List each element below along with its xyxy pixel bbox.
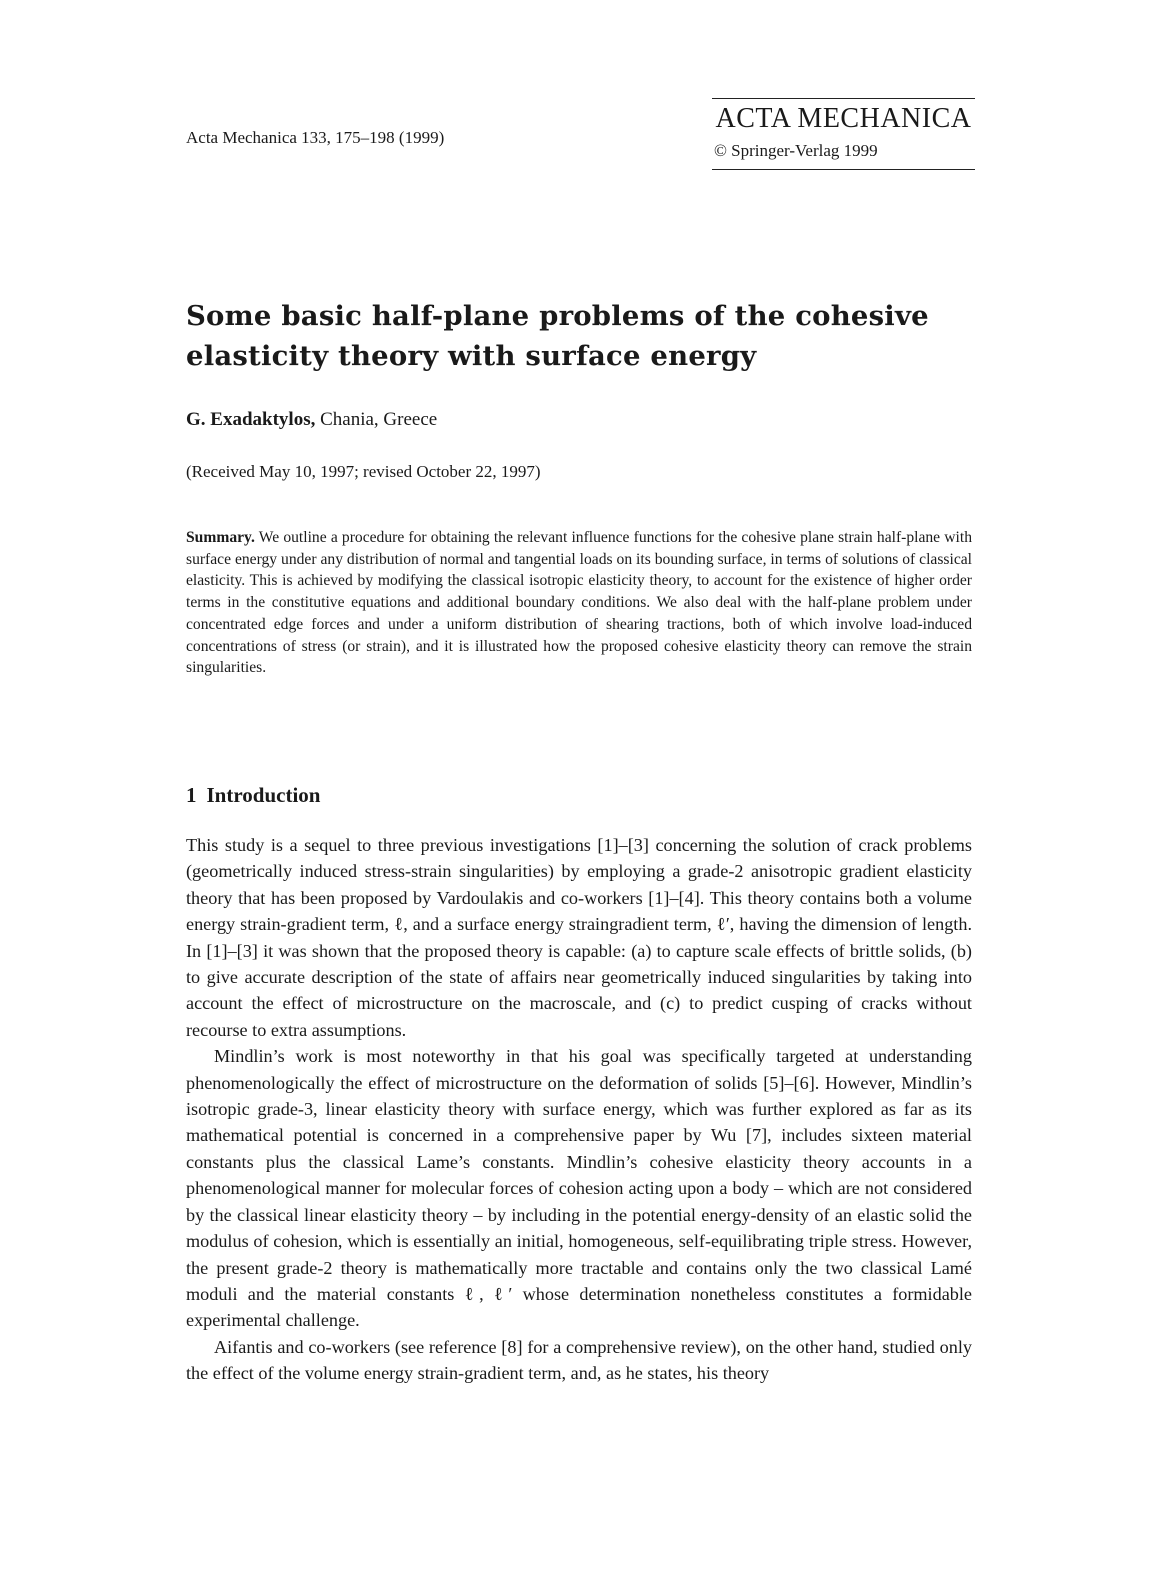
article-title: Some basic half-plane problems of the cohesive elasticity theory with surface energy bbox=[186, 300, 929, 372]
author-affiliation: Chania, Greece bbox=[315, 409, 438, 430]
masthead-bottom-rule bbox=[712, 169, 975, 170]
body-paragraph: Mindlin’s work is most noteworthy in that his goal was specifically targeted at understanding phenomenologically the effect of microstructure on the deformation of solids [5]–[6]. However, Mindlin’s isotropic grade-3, linear elasticity theory with surface energy, which was further explored as far as its mathematical potential is concerned in a comprehensive paper by Wu [7], includes sixteen material constants plus the classical Lame’s constants. Mindlin’s cohesive elasticity theory accounts in a phenomenological manner for molecular forces of cohesion acting upon a body – which are not considered by the classical linear elasticity theory – by including in the potential energy-density of an elastic solid the modulus of cohesion, which is essentially an initial, homogeneous, self-equilibrating triple stress. However, the present grade-2 theory is mathematically more tractable and contains only the two classical Lamé moduli and the material constants ℓ, ℓ′ whose determination nonetheless constitutes a formidable experimental challenge. bbox=[186, 1046, 972, 1331]
body-paragraph: Aifantis and co-workers (see reference [8] for a comprehensive review), on the other hand, studied only the effect of the volume energy strain-gradient term, and, as he states, his theory bbox=[186, 1336, 972, 1384]
summary-abstract bbox=[186, 527, 972, 679]
copyright-notice: © Springer-Verlag 1999 bbox=[714, 141, 878, 160]
section-heading bbox=[186, 783, 320, 808]
received-dates: (Received May 10, 1997; revised October 22, 1997) bbox=[186, 462, 541, 481]
masthead-top-rule bbox=[712, 98, 975, 99]
section-title: Introduction bbox=[206, 783, 321, 807]
journal-name: ACTA MECHANICA bbox=[715, 103, 972, 134]
summary-text: We outline a procedure for obtaining the relevant influence functions for the cohesive plane strain half-plane with surface energy under any distribution of normal and tangential loads on its bounding surface, in terms of solutions of classical elasticity. This is achieved by modifying the classical isotropic elasticity theory, to account for the existence of higher order terms in the constitutive equations and additional boundary conditions. We also deal with the half-plane problem under concentrated edge forces and under a uniform distribution of shearing tractions, both of which involve load-induced concentrations of stress (or strain), and it is illustrated how the proposed cohesive elasticity theory can remove the strain singularities. bbox=[186, 529, 972, 677]
section-number: 1 bbox=[186, 783, 197, 807]
author-line bbox=[186, 409, 437, 431]
journal-masthead bbox=[712, 98, 975, 170]
section-body bbox=[186, 832, 972, 1387]
summary-label: Summary. bbox=[186, 529, 255, 546]
author-name: G. Exadaktylos, bbox=[186, 409, 316, 430]
journal-citation: Acta Mechanica 133, 175–198 (1999) bbox=[186, 128, 445, 147]
body-paragraph: This study is a sequel to three previous investigations [1]–[3] concerning the solution of crack problems (geometrically induced stress-strain singularities) by employing a grade-2 anisotropic gradient elasticity theory that has been proposed by Vardoulakis and co-workers [1]–[4]. This theory contains both a volume energy strain-gradient term, ℓ, and a surface energy straingradient term, ℓ′, having the dimension of length. In [1]–[3] it was shown that the proposed theory is capable: (a) to capture scale effects of brittle solids, (b) to give accurate description of the state of affairs near geometrically induced singularities by taking into account the effect of microstructure on the macroscale, and (c) to predict cusping of cracks without recourse to extra assumptions. bbox=[186, 835, 972, 1040]
